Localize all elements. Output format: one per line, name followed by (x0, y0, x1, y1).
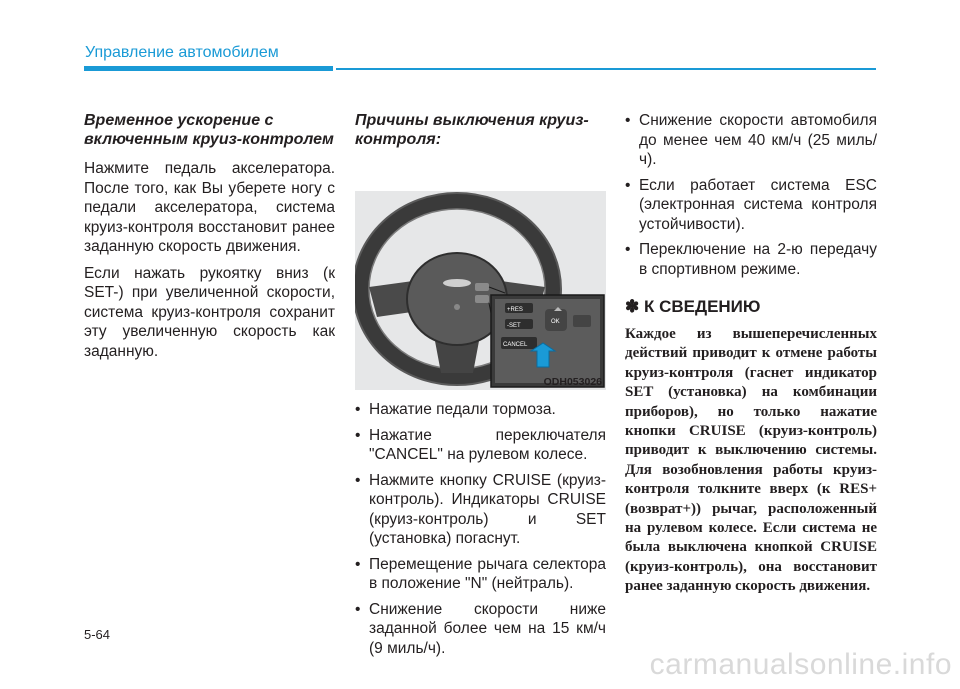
header-rule-thick (84, 66, 333, 71)
column-3 (625, 111, 877, 597)
watermark: carmanualsonline.info (649, 648, 952, 681)
paragraph: Нажмите педаль акселератора. После того, как Вы уберете ногу с педали акселератора, система круиз-контроля восстановит ранее заданную скорость движения. (84, 160, 335, 255)
notice-body: Каждое из вышеперечисленных действий приводит к отмене работы круиз-контроля (гаснет индикатор SET (установка) на комбинации приборов), но только нажатие кнопки CRUISE (круиз-контроль) приводит к выключению системы. Для возобновления работы круиз-контроля толкните вверх (к RES+ (возврат+)) рычаг, расположенный на рулевом колесе. Если система не была выключена кнопкой CRUISE (круиз-контроль), она восстановит ранее заданную скорость движения. (625, 326, 877, 595)
column-1 (84, 111, 335, 368)
list-item: • Нажатие педали тормоза. (355, 400, 606, 420)
set-button-label: -SET (507, 323, 521, 329)
notice-title: ✽ К СВЕДЕНИЮ (625, 297, 761, 316)
cancel-reasons-list-continued (625, 111, 877, 279)
list-item: • Снижение скорости автомобиля до менее чем 40 км/ч (25 миль/ч). (625, 111, 877, 170)
column-2 (355, 111, 606, 664)
paragraph: Если нажать рукоятку вниз (к SET-) при увеличенной скорости, система круиз-контроля сохранит эту увеличенную скорость как заданную. (84, 264, 335, 360)
list-item: • Снижение скорости ниже заданной более чем на 15 км/ч (9 миль/ч). (355, 600, 606, 659)
cancel-reasons-list (355, 400, 606, 658)
cancel-button-label: CANCEL (503, 342, 528, 348)
ok-button-label: OK (551, 319, 560, 325)
steering-wheel-figure (355, 191, 606, 390)
header-rule-thin (336, 68, 876, 70)
list-item: • Перемещение рычага селектора в положение "N" (нейтраль). (355, 555, 606, 594)
subheading-temporary-acceleration: Временное ускорение с включенным круиз-контролем (84, 112, 334, 148)
list-item: • Нажатие переключателя "CANCEL" на рулевом колесе. (355, 426, 606, 465)
list-item: • Переключение на 2-ю передачу в спортивном режиме. (625, 240, 877, 279)
subheading-cancel-reasons: Причины выключения круиз-контроля: (355, 112, 589, 148)
section-title: Управление автомобилем (85, 44, 279, 61)
steering-wheel-illustration (355, 191, 606, 390)
list-item: • Нажмите кнопку CRUISE (круиз-контроль). Индикаторы CRUISE (круиз-контроль) и SET (установка) погаснут. (355, 471, 606, 549)
figure-code: ODH053026 (543, 376, 602, 388)
page-number: 5-64 (84, 627, 111, 642)
res-button-label: +RES (507, 307, 523, 313)
list-item: • Если работает система ESC (электронная система контроля устойчивости). (625, 176, 877, 235)
